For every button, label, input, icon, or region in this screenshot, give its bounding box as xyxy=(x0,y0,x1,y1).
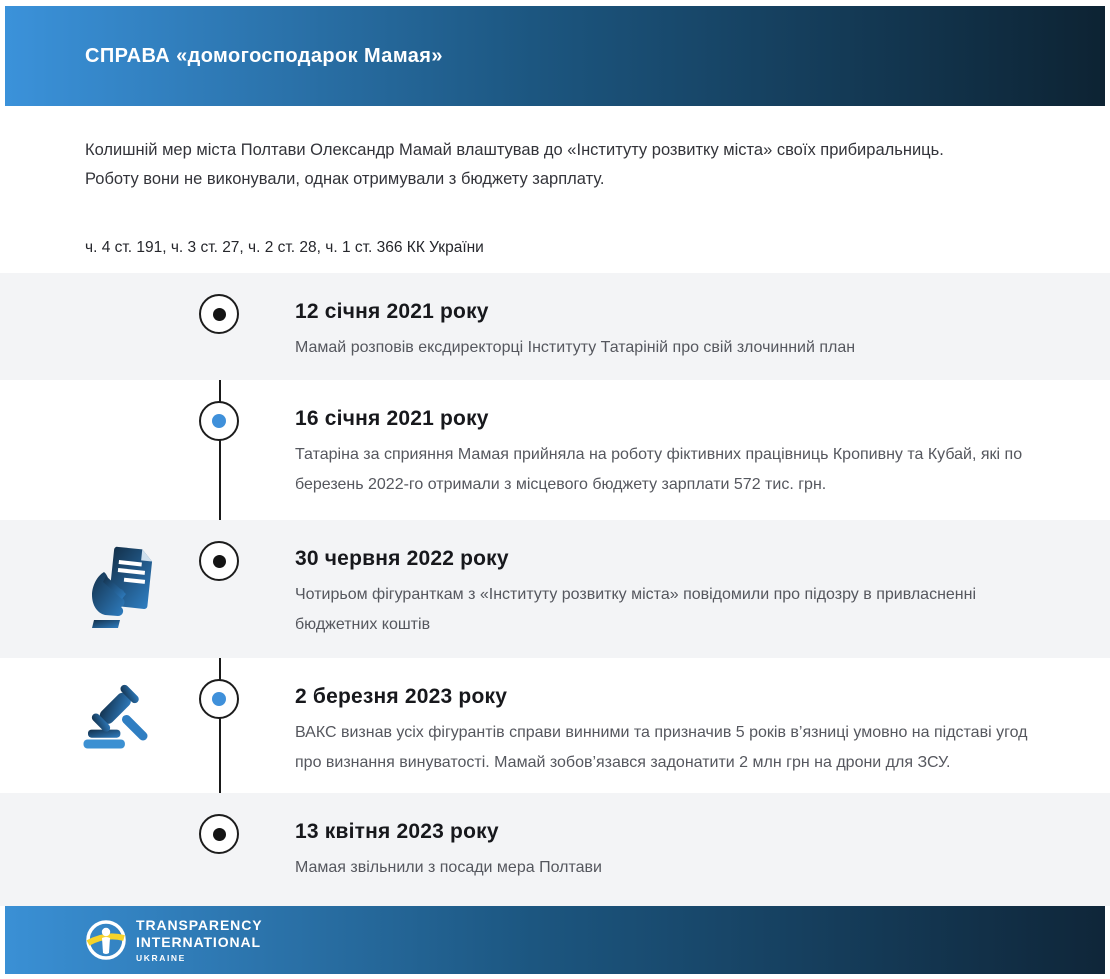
transparency-international-logo xyxy=(85,917,262,962)
header-banner xyxy=(5,6,1105,106)
event-date: 13 квітня 2023 року xyxy=(295,820,499,843)
marker-dot xyxy=(213,308,226,321)
timeline-marker-black xyxy=(199,814,239,854)
marker-dot xyxy=(212,692,226,706)
timeline-event-4 xyxy=(0,658,1110,793)
event-description: Чотирьом фігуранткам з «Інституту розвитку міста» повідомили про підозру в привласненні бюджетних коштів xyxy=(295,586,977,633)
timeline-event-5 xyxy=(0,793,1110,906)
document-in-hand-icon xyxy=(82,542,162,630)
timeline-event-2 xyxy=(0,380,1110,520)
event-description: Мамай розповів ексдиректорці Інституту Татаріній про свій злочинний план xyxy=(295,339,856,356)
marker-dot xyxy=(212,414,226,428)
event-description: Татаріна за сприяння Мамая прийняла на роботу фіктивних працівниць Кропивну та Кубай, які по березень 2022-го отримали з місцевого бюджету зарплати 572 тис. грн. xyxy=(295,446,1023,493)
marker-dot xyxy=(213,555,226,568)
footer-banner xyxy=(5,906,1105,974)
page-title: СПРАВА «домогосподарок Мамая» xyxy=(85,44,443,67)
timeline-marker-black xyxy=(199,294,239,334)
timeline-marker-black xyxy=(199,541,239,581)
event-date: 16 січня 2021 року xyxy=(295,407,489,430)
event-date: 30 червня 2022 року xyxy=(295,547,509,570)
event-description: Мамая звільнили з посади мера Полтави xyxy=(295,859,602,876)
timeline-marker-blue xyxy=(199,679,239,719)
timeline-marker-blue xyxy=(199,401,239,441)
timeline xyxy=(0,273,1110,906)
case-summary: Колишній мер міста Полтави Олександр Мамай влаштував до «Інституту розвитку міста» своїх прибиральниць. Роботу вони не виконували, однак отримували з бюджету зарплату. xyxy=(85,141,944,188)
event-description: ВАКС визнав усіх фігурантів справи винними та призначив 5 років в’язниці умовно на підставі угод про визнання винуватості. Мамай зобов’язався задонатити 2 млн грн на дрони для ЗСУ. xyxy=(295,724,1028,771)
logo-line-3: UKRAINE xyxy=(136,952,186,963)
event-date: 12 січня 2021 року xyxy=(295,300,489,323)
timeline-event-3 xyxy=(0,520,1110,658)
timeline-event-1 xyxy=(0,273,1110,380)
law-reference: ч. 4 ст. 191, ч. 3 ст. 27, ч. 2 ст. 28, ч. 1 ст. 366 КК України xyxy=(85,238,484,256)
globe-figure-icon xyxy=(85,919,127,961)
event-date: 2 березня 2023 року xyxy=(295,685,508,708)
intro-section xyxy=(0,106,1110,257)
logo-text xyxy=(136,917,262,962)
logo-line-2: INTERNATIONAL xyxy=(136,934,261,950)
marker-dot xyxy=(213,828,226,841)
logo-line-1: TRANSPARENCY xyxy=(136,917,263,934)
gavel-icon xyxy=(79,679,151,755)
